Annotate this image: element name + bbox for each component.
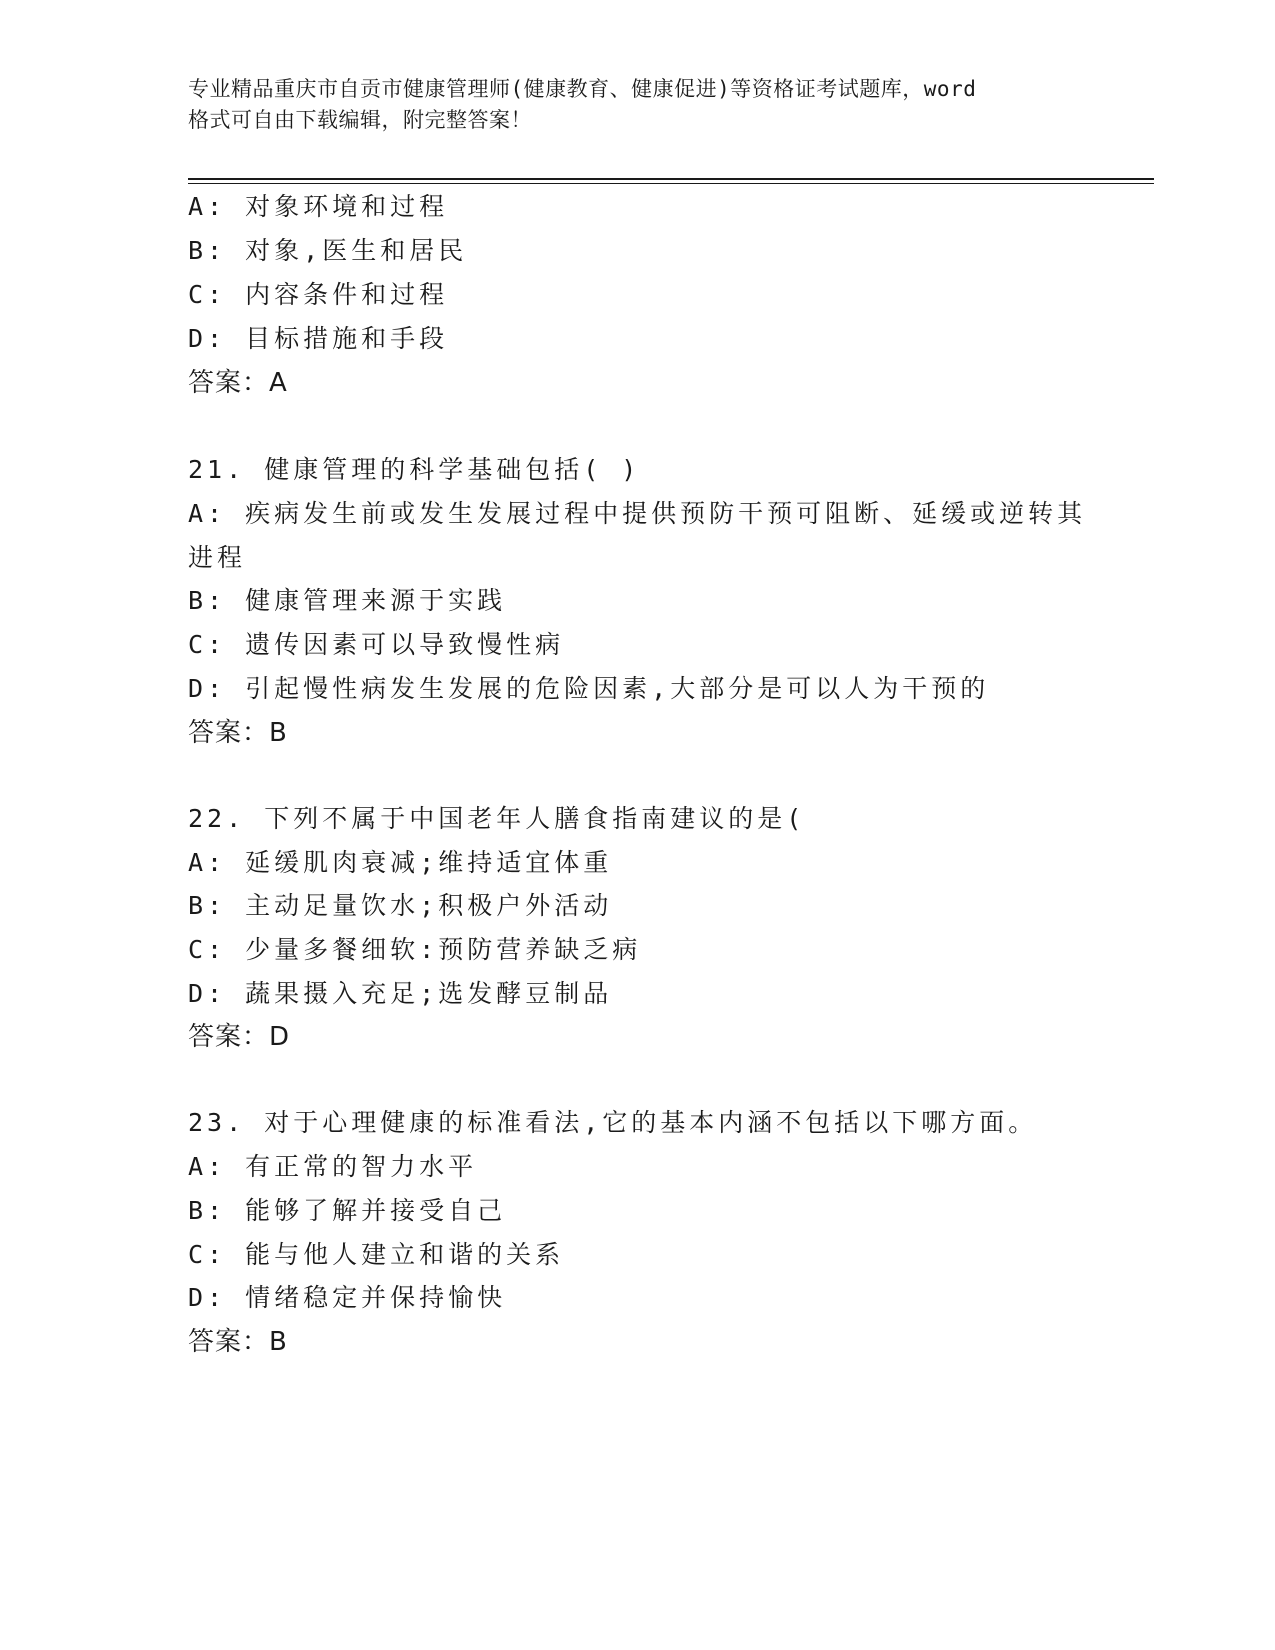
q20-option-a: A: 对象环境和过程 bbox=[188, 192, 449, 221]
q20-option-d: D: 目标措施和手段 bbox=[188, 324, 449, 353]
q20-option-b: B: 对象,医生和居民 bbox=[188, 236, 468, 265]
q21-question: 21. 健康管理的科学基础包括( ) bbox=[188, 455, 641, 484]
q22-option-d: D: 蔬果摄入充足;选发酵豆制品 bbox=[188, 979, 613, 1008]
q22-option-b: B: 主动足量饮水;积极户外活动 bbox=[188, 891, 613, 920]
header-line-1: 专业精品重庆市自贡市健康管理师(健康教育、健康促进)等资格证考试题库，word bbox=[188, 77, 977, 101]
q21-option-c: C: 遗传因素可以导致慢性病 bbox=[188, 630, 565, 659]
q20-option-c: C: 内容条件和过程 bbox=[188, 280, 449, 309]
q23-question: 23. 对于心理健康的标准看法,它的基本内涵不包括以下哪方面。 bbox=[188, 1108, 1038, 1137]
q22-option-c: C: 少量多餐细软:预防营养缺乏病 bbox=[188, 935, 642, 964]
q23-answer: 答案：B bbox=[188, 1327, 288, 1357]
document-header bbox=[188, 74, 1088, 136]
q22-answer: 答案：D bbox=[188, 1022, 291, 1052]
q23-option-c: C: 能与他人建立和谐的关系 bbox=[188, 1240, 565, 1269]
q23-option-d: D: 情绪稳定并保持愉快 bbox=[188, 1283, 507, 1312]
q22-option-a: A: 延缓肌肉衰减;维持适宜体重 bbox=[188, 848, 613, 877]
q23-option-a: A: 有正常的智力水平 bbox=[188, 1152, 478, 1181]
q23-option-b: B: 能够了解并接受自己 bbox=[188, 1196, 507, 1225]
q21-option-b: B: 健康管理来源于实践 bbox=[188, 586, 507, 615]
q20-answer: 答案：A bbox=[188, 368, 288, 398]
q21-option-a-continued: 进程 bbox=[188, 543, 247, 572]
q21-option-a: A: 疾病发生前或发生发展过程中提供预防干预可阻断、延缓或逆转其 bbox=[188, 499, 1087, 528]
q21-answer: 答案：B bbox=[188, 718, 288, 748]
q22-question: 22. 下列不属于中国老年人膳食指南建议的是( bbox=[188, 804, 806, 833]
q21-option-d: D: 引起慢性病发生发展的危险因素,大部分是可以人为干预的 bbox=[188, 674, 990, 703]
header-divider-thin bbox=[188, 183, 1154, 184]
header-line-2: 格式可自由下载编辑，附完整答案！ bbox=[188, 108, 532, 132]
header-divider-thick bbox=[188, 178, 1154, 180]
